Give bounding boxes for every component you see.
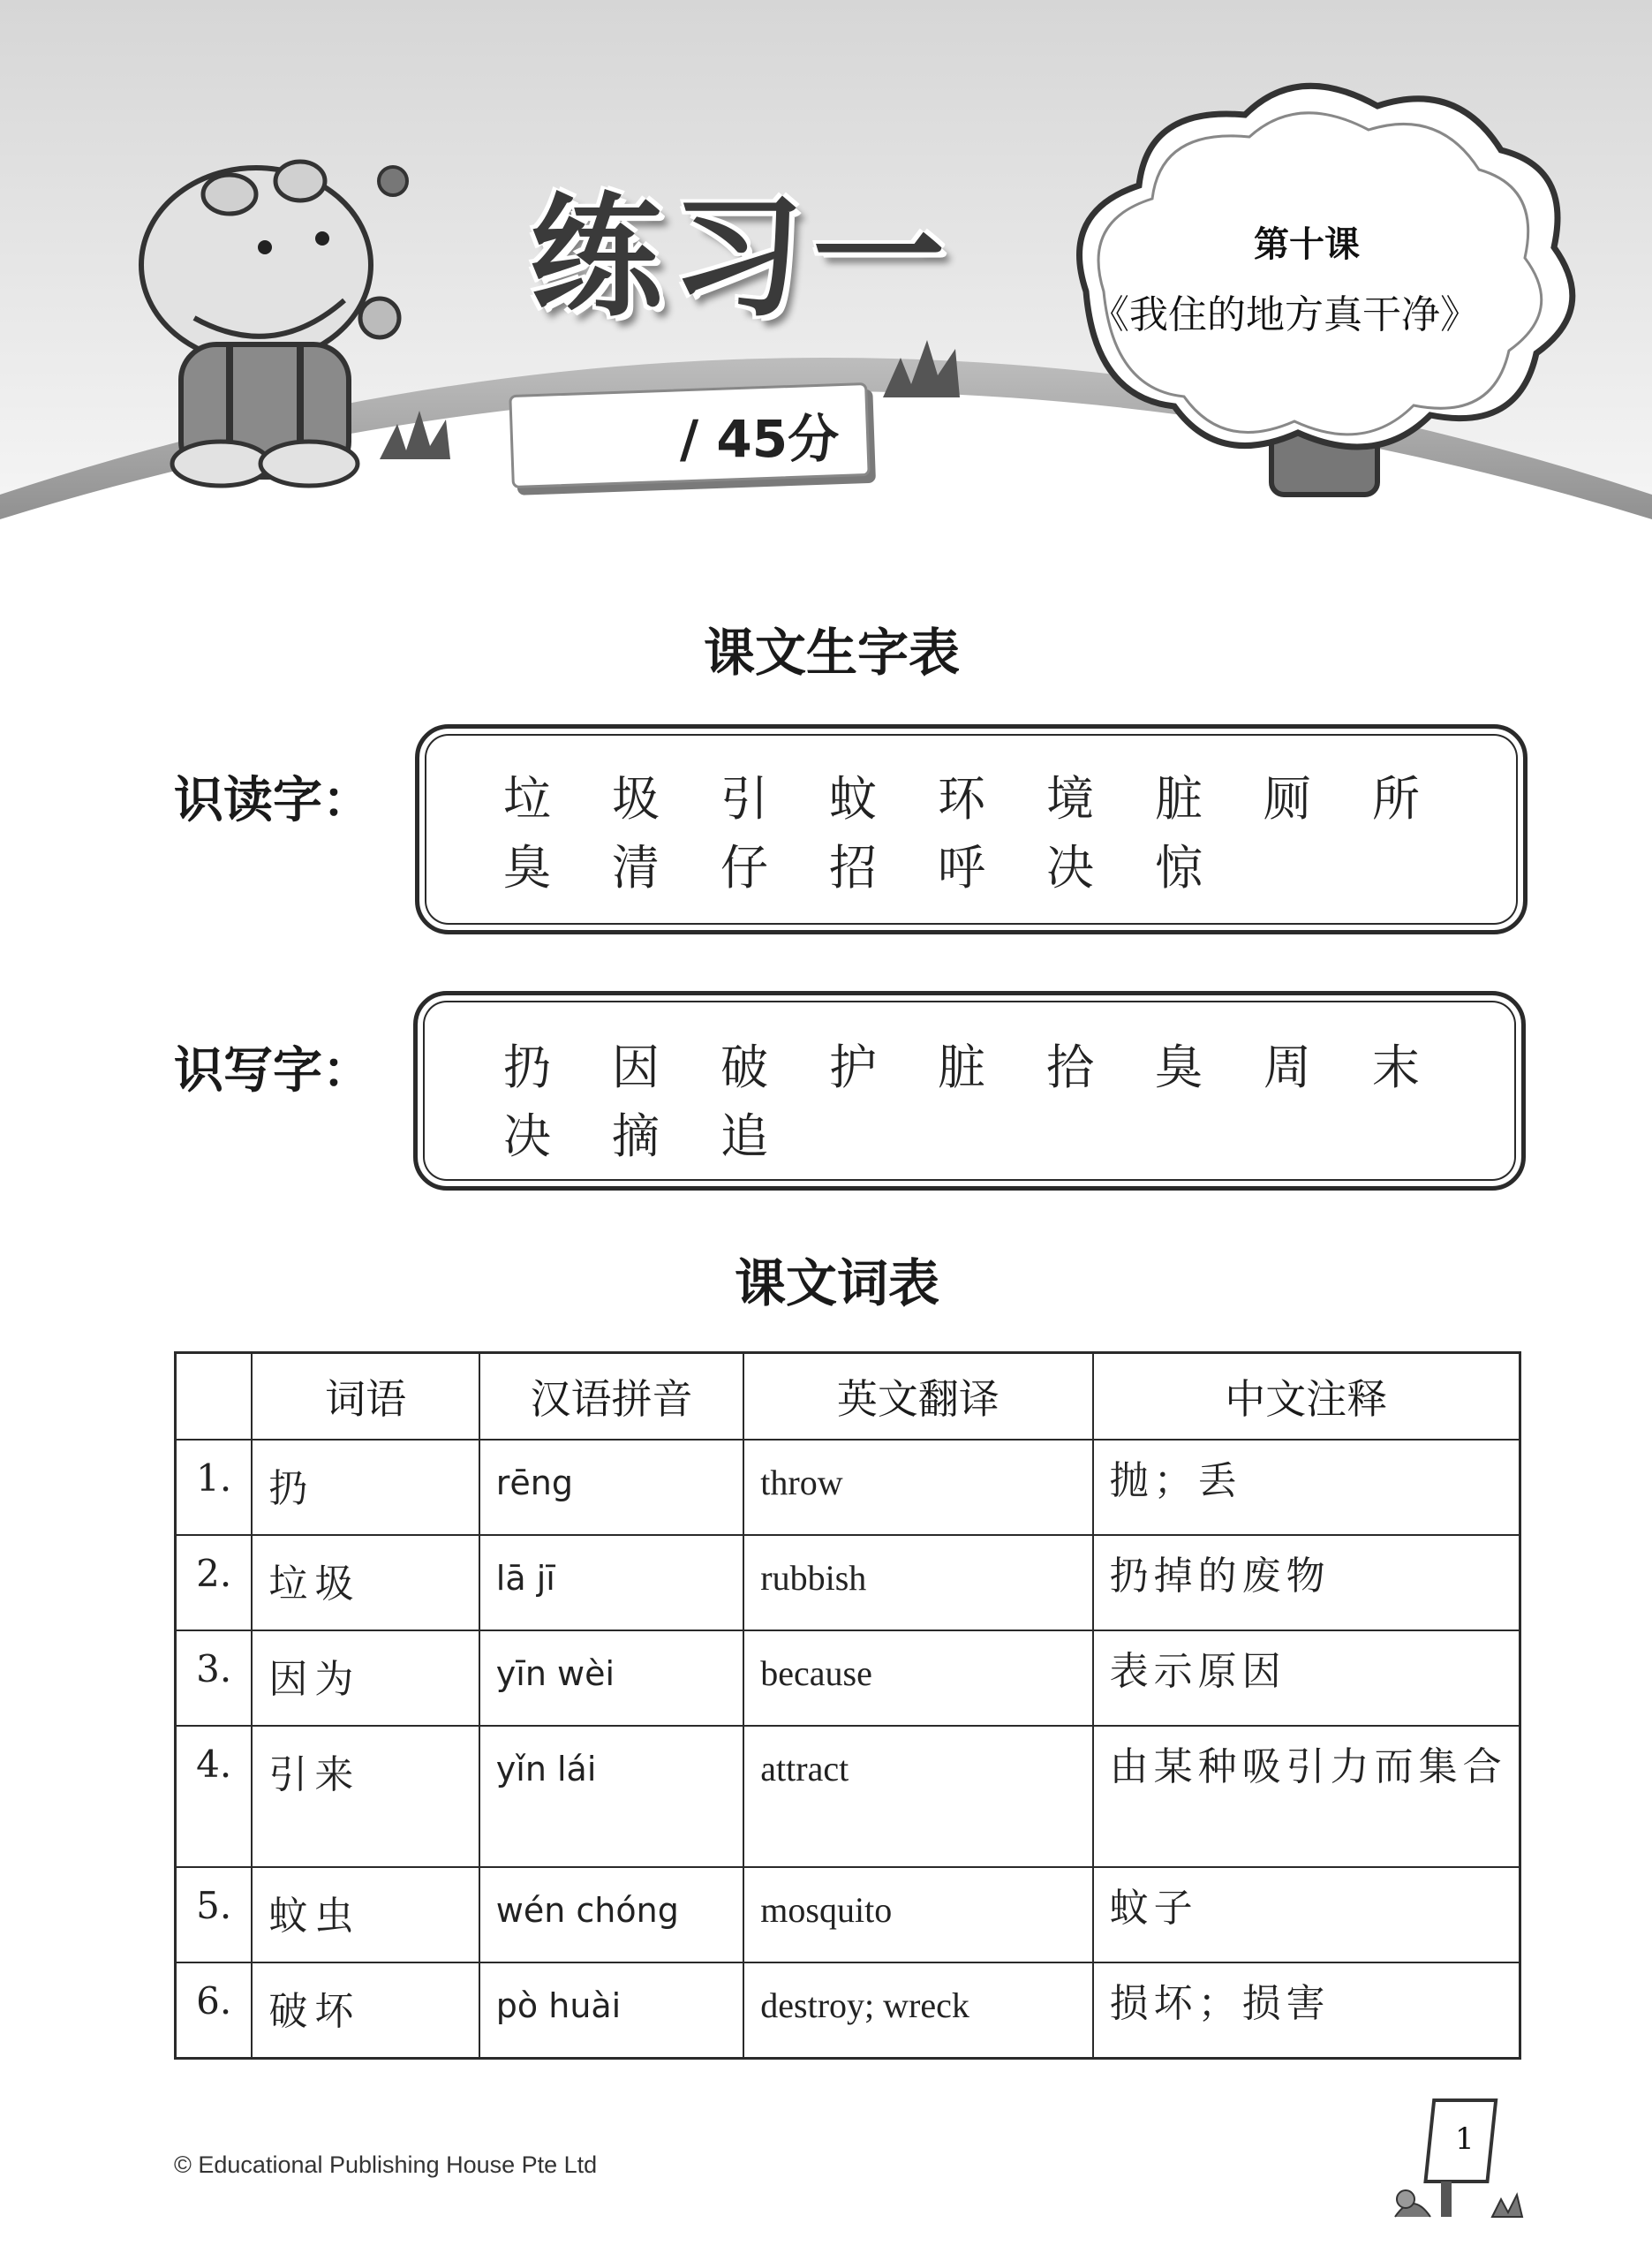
english-cell: rubbish <box>743 1535 1092 1630</box>
character: 脏 <box>938 1040 985 1095</box>
vocabulary-heading: 课文词表 <box>735 1253 940 1313</box>
character: 环 <box>938 771 985 827</box>
pinyin-cell: pò huài <box>479 1962 744 2059</box>
character: 因 <box>612 1040 660 1095</box>
character: 仔 <box>720 840 768 896</box>
table-row <box>176 1962 1520 2059</box>
row-number: 5. <box>176 1867 253 1962</box>
column-header: 英文翻译 <box>743 1353 1092 1441</box>
row-number: 3. <box>176 1630 253 1726</box>
character: 垃 <box>503 771 551 827</box>
write-characters-label: 识写字： <box>174 1042 372 1100</box>
character: 扔 <box>503 1040 551 1095</box>
character: 圾 <box>612 771 660 827</box>
character: 周 <box>1264 1040 1311 1095</box>
column-header <box>176 1353 253 1441</box>
character: 蚊 <box>829 771 877 827</box>
score-total: / 45分 <box>680 409 840 469</box>
character: 引 <box>720 771 768 827</box>
english-cell: mosquito <box>743 1867 1092 1962</box>
character: 脏 <box>1155 771 1203 827</box>
character: 惊 <box>1155 840 1203 896</box>
read-characters-box <box>415 724 1528 934</box>
character: 招 <box>829 840 877 896</box>
pinyin-cell: yīn wèi <box>479 1630 744 1726</box>
character: 臭 <box>503 840 551 896</box>
meaning-cell: 损坏；损害 <box>1093 1962 1520 2059</box>
word-cell: 破坏 <box>252 1962 479 2059</box>
row-number: 6. <box>176 1962 253 2059</box>
character: 所 <box>1372 771 1420 827</box>
character: 摘 <box>612 1108 660 1164</box>
pinyin-cell: yǐn lái <box>479 1726 744 1867</box>
character: 末 <box>1372 1040 1420 1095</box>
page-number: 1 <box>1455 2121 1475 2157</box>
character: 追 <box>720 1108 768 1164</box>
pinyin-cell: wén chóng <box>479 1867 744 1962</box>
table-row <box>176 1630 1520 1726</box>
row-number: 2. <box>176 1535 253 1630</box>
table-row <box>176 1726 1520 1867</box>
english-cell: because <box>743 1630 1092 1726</box>
table-row <box>176 1867 1520 1962</box>
read-characters-row-2 <box>503 830 1264 898</box>
english-cell: throw <box>743 1440 1092 1535</box>
character: 破 <box>720 1040 768 1095</box>
meaning-cell: 抛；丢 <box>1093 1440 1520 1535</box>
table-row <box>176 1440 1520 1535</box>
write-characters-row-2 <box>503 1099 829 1167</box>
character: 清 <box>612 840 660 896</box>
meaning-cell: 蚊子 <box>1093 1867 1520 1962</box>
meaning-cell: 扔掉的废物 <box>1093 1535 1520 1630</box>
column-header: 词语 <box>252 1353 479 1441</box>
character: 决 <box>503 1108 551 1164</box>
worksheet-title: 练习一 <box>530 181 954 335</box>
copyright-notice: © Educational Publishing House Pte Ltd <box>174 2151 598 2178</box>
read-characters-label: 识读字： <box>174 772 372 829</box>
word-cell: 因为 <box>252 1630 479 1726</box>
read-characters-row-1 <box>503 761 1481 829</box>
pinyin-cell: lā jī <box>479 1535 744 1630</box>
character: 拾 <box>1046 1040 1094 1095</box>
english-cell: attract <box>743 1726 1092 1867</box>
word-cell: 蚊虫 <box>252 1867 479 1962</box>
lesson-title: 《我住的地方真干净》 <box>1090 292 1479 337</box>
column-header: 中文注释 <box>1093 1353 1520 1441</box>
lesson-number: 第十课 <box>1254 224 1360 265</box>
row-number: 4. <box>176 1726 253 1867</box>
character: 臭 <box>1155 1040 1203 1095</box>
english-cell: destroy; wreck <box>743 1962 1092 2059</box>
character: 呼 <box>938 840 985 896</box>
character: 护 <box>829 1040 877 1095</box>
table-header-row <box>176 1353 1520 1441</box>
word-cell: 引来 <box>252 1726 479 1867</box>
vocabulary-table <box>174 1351 1521 2060</box>
write-characters-row-1 <box>503 1030 1481 1098</box>
pinyin-cell: rēng <box>479 1440 744 1535</box>
meaning-cell: 表示原因 <box>1093 1630 1520 1726</box>
word-cell: 扔 <box>252 1440 479 1535</box>
row-number: 1. <box>176 1440 253 1535</box>
table-row <box>176 1535 1520 1630</box>
character: 境 <box>1046 771 1094 827</box>
meaning-cell: 由某种吸引力而集合 <box>1093 1726 1520 1867</box>
page-number-sign-icon <box>1386 2093 1536 2226</box>
character: 决 <box>1046 840 1094 896</box>
word-cell: 垃圾 <box>252 1535 479 1630</box>
character: 厕 <box>1264 771 1311 827</box>
column-header: 汉语拼音 <box>479 1353 744 1441</box>
character-list-heading: 课文生字表 <box>704 623 961 683</box>
